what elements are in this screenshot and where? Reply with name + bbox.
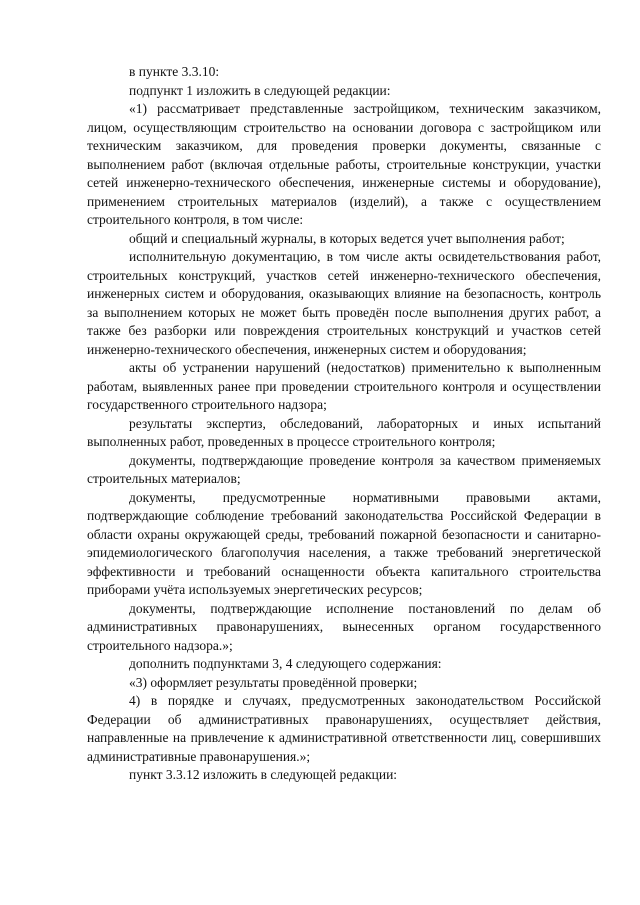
paragraph-resolution-docs: документы, подтверждающие исполнение постановлений по делам об административных правонарушениях, вынесенных органом государственного строительного надзора.»; bbox=[87, 600, 601, 653]
paragraph-executive-docs: исполнительную документацию, в том числе акты освидетельствования работ, строительных конструкций, участков сетей инженерно-технического обеспечения, инженерных систем и оборудования, оказывающих влияние на безопасность, контроль за выполнением которых не может быть проведён после выполнения других работ, а также без разборки или повреждения строительных конструкций и участков сетей инженерно-технического обеспечения, инженерных систем и оборудования; bbox=[87, 249, 601, 357]
paragraph-subitem-1-text: «1) рассматривает представленные застройщиком, техническим заказчиком, лицом, осуществляющим строительство на основании договора с застройщиком или техническим заказчиком, для проведения проверки документы, связанные с выполнением работ (включая отдельные работы, строительные конструкции, участки сетей инженерно-технического обеспечения, инженерные системы и оборудование), применением строительных материалов (изделий), а также с осуществлением строительного контроля, в том числе: bbox=[87, 101, 601, 227]
document-body bbox=[87, 63, 601, 785]
paragraph-quality-docs: документы, подтверждающие проведение контроля за качеством применяемых строительных материалов; bbox=[87, 452, 601, 486]
paragraph-violation-acts: акты об устранении нарушений (недостатков) применительно к выполненным работам, выявленных ранее при проведении строительного контроля и осуществлении государственного строительного надзора; bbox=[87, 360, 601, 412]
paragraph-add-subitems: дополнить подпунктами 3, 4 следующего содержания: bbox=[129, 656, 442, 671]
paragraph-test-results: результаты экспертиз, обследований, лабораторных и иных испытаний выполненных работ, проведенных в процессе строительного контроля; bbox=[87, 415, 601, 449]
paragraph-subitem-4: 4) в порядке и случаях, предусмотренных законодательством Российской Федерации об административных правонарушениях, осуществляет действия, направленные на привлечение к административной ответственности лиц, совершивших административные правонарушения.»; bbox=[87, 693, 601, 764]
paragraph-journals: общий и специальный журналы, в которых ведется учет выполнения работ; bbox=[129, 230, 565, 246]
paragraph-intro: в пункте 3.3.10: bbox=[129, 64, 220, 79]
paragraph-regulatory-docs: документы, предусмотренные нормативными правовыми актами, подтверждающие соблюдение требований законодательства Российской Федерации в области охраны окружающей среды, требований пожарной безопасности и санитарно-эпидемиологического благополучия населения, а также требований энергетической эффективности и требований оснащенности объекта капитального строительства приборами учёта используемых энергетических ресурсов; bbox=[87, 489, 601, 597]
paragraph-subitem-1-header: подпункт 1 изложить в следующей редакции: bbox=[129, 82, 391, 98]
paragraph-subitem-3: «3) оформляет результаты проведённой проверки; bbox=[129, 674, 418, 690]
paragraph-item-3-3-12: пункт 3.3.12 изложить в следующей редакции: bbox=[129, 767, 398, 782]
